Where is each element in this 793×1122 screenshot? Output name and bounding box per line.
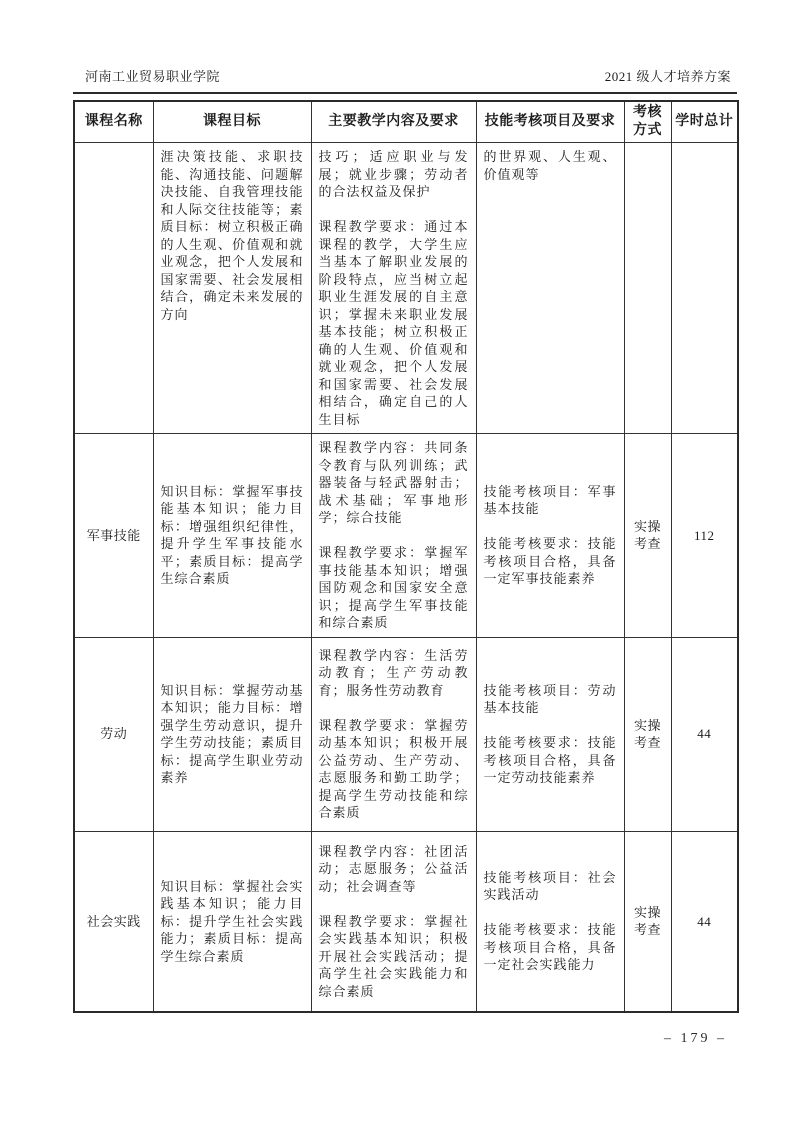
cell-objectives <box>153 143 311 434</box>
objectives-text: 涯决策技能、求职技能、沟通技能、问题解决技能、自我管理技能和人际交往技能等；素质目标：树立积极正确的人生观、价值观和就业观念，把个人发展和国家需要、社会发展相结合，确定未来发展的方向 <box>160 149 304 322</box>
skill-assessment-text: 的世界观、人生观、价值观等 <box>483 149 617 182</box>
col-header-total-hours: 学时总计 <box>671 101 738 143</box>
cell-course-name: 军事技能 <box>74 434 153 638</box>
cell-total-hours: 44 <box>671 637 738 831</box>
skill-assessment-requirement-text: 技能考核要求：技能考核项目合格，具备一定劳动技能素养 <box>483 735 617 785</box>
cell-objectives <box>153 434 311 638</box>
cell-course-name <box>74 143 153 434</box>
cell-course-name: 社会实践 <box>74 831 153 1012</box>
teaching-requirements-text: 课程教学要求：掌握劳动基本知识；积极开展公益劳动、生产劳动、志愿服务和勤工助学；提高学生劳动技能和综合素质 <box>318 717 469 820</box>
cell-teaching-content <box>311 434 476 638</box>
cell-skill-assessment <box>476 831 624 1012</box>
skill-assessment-requirement-text: 技能考核要求：技能考核项目合格，具备一定社会实践能力 <box>483 922 617 973</box>
cell-skill-assessment <box>476 143 624 434</box>
skill-assessment-item-text: 技能考核项目：军事基本技能 <box>483 483 617 517</box>
course-plan-table <box>73 100 739 1013</box>
teaching-requirements-text: 课程教学要求：掌握军事技能基本知识；增强国防观念和国家安全意识；提高学生军事技能和综合素质 <box>318 545 469 630</box>
cell-assessment-method: 实操考查 <box>624 434 671 638</box>
cell-total-hours <box>671 143 738 434</box>
cell-objectives <box>153 831 311 1012</box>
cell-assessment-method <box>624 143 671 434</box>
skill-assessment-item-text: 技能考核项目：社会实践活动 <box>483 869 617 903</box>
table-row-social-practice <box>74 831 738 1012</box>
skill-assessment-requirement-text: 技能考核要求：技能考核项目合格，具备一定军事技能素养 <box>483 536 617 587</box>
teaching-content-text: 课程教学内容：共同条令教育与队列训练；武器装备与轻武器射击；战术基础；军事地形学；综合技能 <box>318 440 469 525</box>
teaching-content-text: 课程教学内容：生活劳动教育；生产劳动教育；服务性劳动教育 <box>318 647 469 698</box>
col-header-method: 考核方式 <box>624 101 671 143</box>
teaching-content-text: 技巧；适应职业与发展；就业步骤；劳动者的合法权益及保护 <box>318 149 469 199</box>
cell-teaching-content <box>311 143 476 434</box>
header-divider <box>73 92 737 94</box>
col-header-course-name: 课程名称 <box>74 101 153 143</box>
cell-course-name: 劳动 <box>74 637 153 831</box>
teaching-requirements-text: 课程教学要求：掌握社会实践基本知识；积极开展社会实践活动；提高学生社会实践能力和综合素质 <box>318 913 469 999</box>
objectives-text: 知识目标：掌握劳动基本知识；能力目标：增强学生劳动意识，提升学生劳动技能；素质目标：提高学生职业劳动素养 <box>160 682 304 785</box>
header-program-title: 2021 级人才培养方案 <box>604 69 731 84</box>
col-header-content: 主要教学内容及要求 <box>311 101 476 143</box>
cell-total-hours: 44 <box>671 831 738 1012</box>
cell-objectives <box>153 637 311 831</box>
header-school-name: 河南工业贸易职业学院 <box>85 69 221 84</box>
table-row-continuation <box>74 143 738 434</box>
cell-skill-assessment <box>476 637 624 831</box>
cell-total-hours: 112 <box>671 434 738 638</box>
page-number: – 179 – <box>664 1031 727 1046</box>
teaching-content-text: 课程教学内容：社团活动；志愿服务；公益活动；社会调查等 <box>318 843 469 894</box>
cell-assessment-method: 实操考查 <box>624 637 671 831</box>
col-header-objectives: 课程目标 <box>153 101 311 143</box>
cell-teaching-content <box>311 831 476 1012</box>
cell-skill-assessment <box>476 434 624 638</box>
objectives-text: 知识目标：掌握军事技能基本知识；能力目标：增强组织纪律性，提升学生军事技能水平；素质目标：提高学生综合素质 <box>160 483 304 587</box>
skill-assessment-item-text: 技能考核项目：劳动基本技能 <box>483 682 617 715</box>
teaching-requirements-text: 课程教学要求：通过本课程的教学，大学生应当基本了解职业发展的阶段特点，应当树立起职业生涯发展的自主意识；掌握未来职业发展基本技能；树立积极正确的人生观、价值观和就业观念，把个人发展和国家需要、社会发展相结合，确定自己的人生目标 <box>318 219 469 427</box>
page-header <box>73 66 737 85</box>
table-row-labor <box>74 637 738 831</box>
table-row-military-skills <box>74 434 738 638</box>
cell-teaching-content <box>311 637 476 831</box>
col-header-skill-assessment: 技能考核项目及要求 <box>476 101 624 143</box>
table-header-row <box>74 101 738 143</box>
cell-assessment-method: 实操考查 <box>624 831 671 1012</box>
objectives-text: 知识目标：掌握社会实践基本知识；能力目标：提升学生社会实践能力；素质目标：提高学生综合素质 <box>160 878 304 964</box>
